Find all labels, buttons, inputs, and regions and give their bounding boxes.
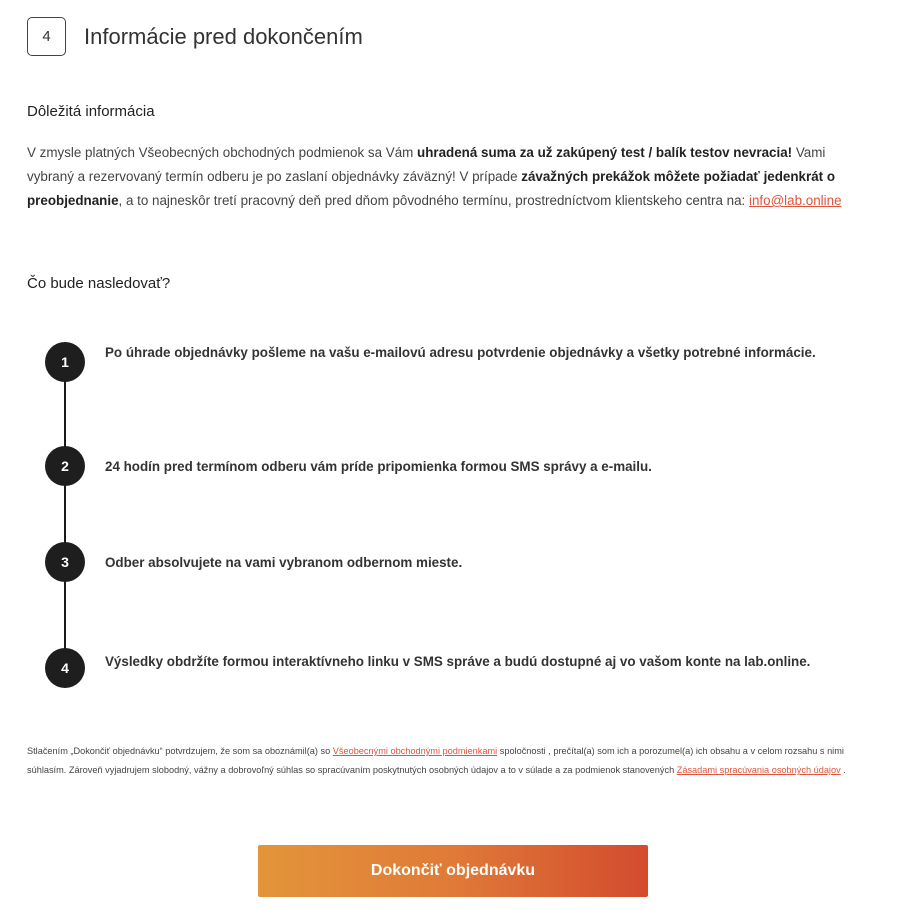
important-info-heading: Dôležitá informácia: [27, 103, 155, 120]
consent-text-1: Stlačením „Dokončiť objednávku“ potvrdzujem, že som sa oboznámil(a) so: [27, 746, 333, 756]
consent-text: [27, 742, 867, 780]
privacy-policy-link[interactable]: Zásadami spracúvania osobných údajov: [676, 765, 841, 775]
consent-text-2: spoločnosti , prečítal(a) som ich a porozumel(a) ich obsahu a v celom rozsahu s nimi súhlasím. Zároveň vyjadrujem slobodný, vážny a dobrovoľný súhlas so spracúvaním poskytnutých osobných údajov a to v súlade a za podmienok stanovených: [27, 746, 844, 775]
timeline-line: [64, 355, 66, 670]
info-text-3: , a to najneskôr tretí pracovný deň pred dňom pôvodného termínu, prostredníctvom klientskeho centra na:: [118, 193, 749, 208]
info-text-2: Vami vybraný a rezervovaný termín odberu je po zaslaní objednávky záväzný! V prípade: [27, 145, 826, 184]
consent-text-3: .: [840, 765, 846, 775]
info-bold-1: uhradená suma za už zakúpený test / balík testov nevracia!: [417, 145, 793, 160]
step-text-4: Výsledky obdržíte formou interaktívneho linku v SMS správe a budú dostupné aj vo vašom konte na lab.online.: [105, 654, 811, 669]
step-number-box: 4: [27, 17, 66, 56]
step-circle-4: 4: [45, 648, 85, 688]
step-circle-1: 1: [45, 342, 85, 382]
step-circle-3: 3: [45, 542, 85, 582]
info-text-1: V zmysle platných Všeobecných obchodných podmienok sa Vám: [27, 145, 418, 160]
step-text-2: 24 hodín pred termínom odberu vám príde pripomienka formou SMS správy a e-mailu.: [105, 459, 652, 474]
info-bold-2: závažných prekážok môžete požiadať jedenkrát o preobjednanie: [27, 169, 836, 208]
next-steps-heading: Čo bude nasledovať?: [27, 275, 171, 292]
step-text-1: Po úhrade objednávky pošleme na vašu e-mailovú adresu potvrdenie objednávky a všetky potrebné informácie.: [105, 345, 816, 360]
email-link[interactable]: info@lab.online: [749, 193, 842, 208]
terms-link[interactable]: Všeobecnými obchodnými podmienkami: [332, 746, 498, 756]
step-circle-2: 2: [45, 446, 85, 486]
finish-order-button[interactable]: Dokončiť objednávku: [258, 845, 648, 897]
section-title: Informácie pred dokončením: [84, 23, 363, 49]
important-info-paragraph: [27, 141, 857, 213]
step-text-3: Odber absolvujete na vami vybranom odbernom mieste.: [105, 555, 463, 570]
section-header: [27, 17, 363, 56]
